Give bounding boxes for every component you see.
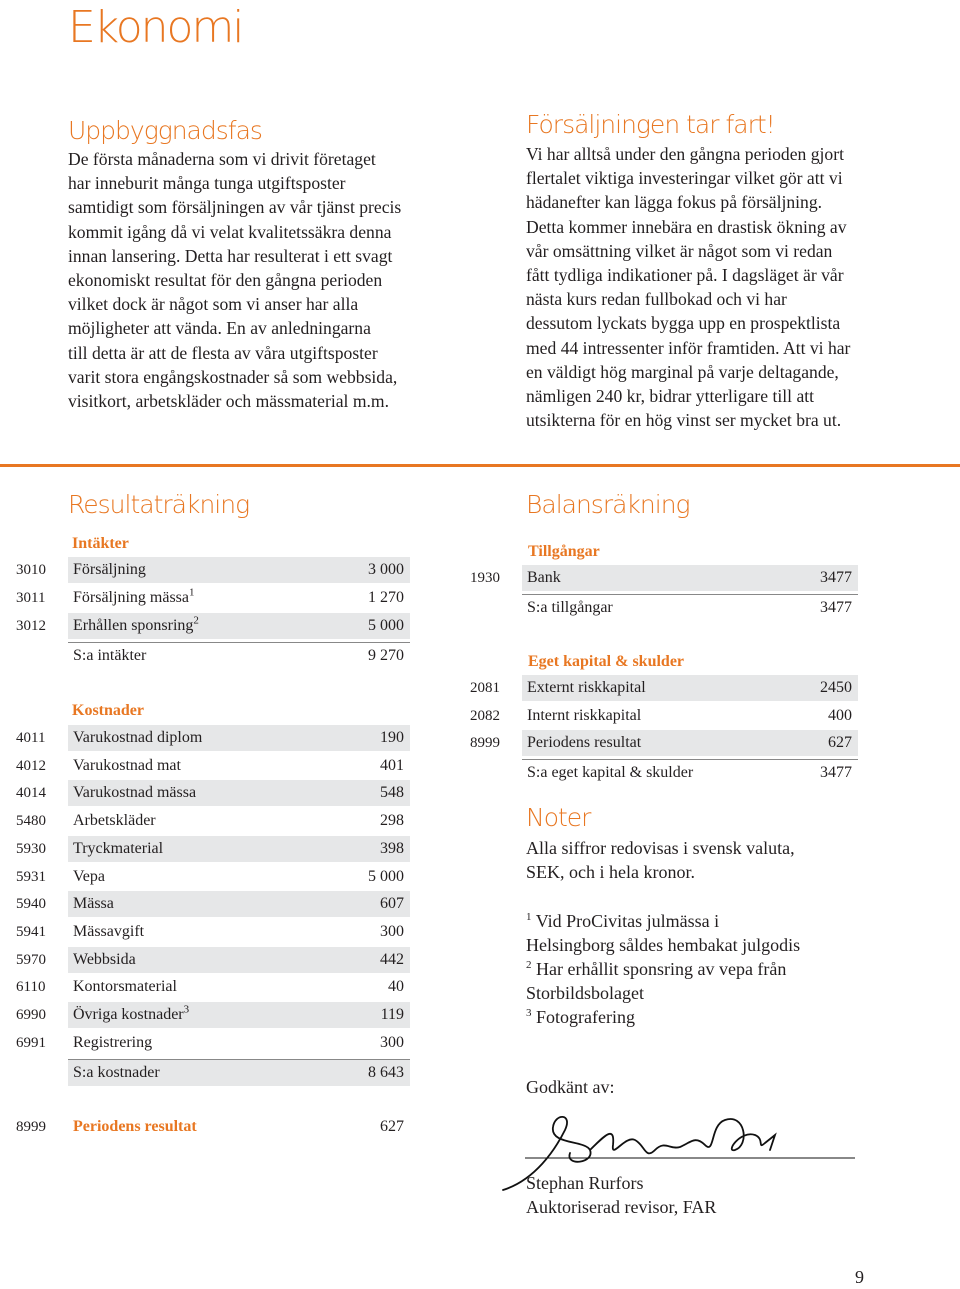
sales-line: hädanefter kan lägga fokus på försäljning. <box>526 192 823 213</box>
approver-info <box>526 1171 716 1219</box>
row-value: 400 <box>828 706 852 724</box>
notes-intro <box>526 836 795 884</box>
account-number: 2082 <box>470 707 500 724</box>
equity-sum-row <box>470 759 858 785</box>
footnote-2 <box>526 957 800 981</box>
build-phase-line: möjligheter att vända. En av anledningarna <box>68 318 371 339</box>
account-number: 3010 <box>16 562 46 578</box>
asset-sum-row <box>470 594 858 620</box>
approval-label: Godkänt av: <box>526 1077 615 1097</box>
row-value: 5 000 <box>368 617 404 634</box>
build-phase-line: har inneburit många tunga utgiftsposter <box>68 173 346 194</box>
row-value: 3 000 <box>368 561 404 578</box>
footnote-number: 2 <box>526 959 532 971</box>
asset-row <box>470 565 858 591</box>
account-number: 5970 <box>16 951 46 968</box>
row-value: 40 <box>388 978 404 996</box>
build-phase-line: kommit igång då vi velat kvalitetssäkra denna <box>68 221 392 242</box>
row-value: 442 <box>380 950 404 968</box>
build-phase-line: till detta är att de flesta av våra utgiftsposter <box>68 342 378 363</box>
page-title: Ekonomi <box>68 2 243 53</box>
row-cell <box>522 565 858 591</box>
row-cell <box>68 1114 410 1140</box>
sales-heading: Försäljningen tar fart! <box>526 110 775 139</box>
sales-line: flertalet viktiga investeringar vilket gör att vi <box>526 168 843 189</box>
row-value: 119 <box>380 1006 404 1023</box>
notes-heading: Noter <box>526 803 591 832</box>
income-row <box>16 613 410 639</box>
row-label: Varukostnad mässa <box>73 784 197 802</box>
row-label: Erhållen sponsring$^2$ <box>73 614 199 634</box>
row-value: 2450 <box>820 679 852 696</box>
sales-line: nästa kurs redan fullbokad och vi har <box>526 289 787 310</box>
row-cell <box>68 1002 410 1028</box>
sales-line: fått tydliga indikationer på. I dagsläget är vår <box>526 265 844 286</box>
sales-line: nämligen 240 kr, bidrar ytterligare till att <box>526 386 815 407</box>
sales-line: utsikterna för en hög vinst ser mycket bra ut. <box>526 410 842 431</box>
row-cell <box>68 919 410 945</box>
row-label: Varukostnad diplom <box>73 729 203 746</box>
row-label: Registrering <box>73 1033 153 1051</box>
row-value: 9 270 <box>368 647 404 664</box>
row-cell <box>522 675 858 701</box>
page-number: 9 <box>855 1267 864 1287</box>
sales-line: med 44 intressenter inför framtiden. Att vi har <box>526 337 851 358</box>
cost-sum-row <box>16 1059 410 1085</box>
row-label: Mässavgift <box>73 922 145 940</box>
row-value: 3477 <box>820 569 852 586</box>
row-cell <box>68 753 410 779</box>
footnote-line: Vid ProCivitas julmässa i <box>535 911 720 931</box>
equity-row <box>470 703 858 729</box>
row-cell <box>68 780 410 806</box>
row-label: Försäljning mässa$^1$ <box>73 586 195 606</box>
row-label: Periodens resultat <box>527 734 642 751</box>
income-statement-heading: Resultaträkning <box>68 490 250 519</box>
account-number: 5941 <box>16 923 46 940</box>
row-label: S:a intäkter <box>73 647 147 664</box>
row-cell <box>68 725 410 751</box>
build-phase-line: ekonomiskt resultat för den gångna perioden <box>68 270 383 291</box>
row-label: Webbsida <box>73 950 136 968</box>
row-cell <box>68 557 410 583</box>
footnote-ref: 3 <box>183 1003 190 1016</box>
row-label: Övriga kostnader$^3$ <box>73 1003 190 1023</box>
build-phase-line: De första månaderna som vi drivit företaget <box>68 149 376 169</box>
assets-label: Tillgångar <box>528 543 600 560</box>
row-cell <box>68 642 410 669</box>
row-label: Periodens resultat <box>73 1118 197 1135</box>
footnote-line: Helsingborg såldes hembakat julgodis <box>526 935 801 955</box>
approver-role: Auktoriserad revisor, FAR <box>526 1197 717 1217</box>
build-phase-text <box>68 147 468 413</box>
account-number: 6110 <box>16 979 46 996</box>
sales-line: dessutom lyckats bygga upp en prospektlista <box>526 313 841 334</box>
row-cell <box>68 947 410 973</box>
income-label: Intäkter <box>72 535 129 552</box>
equity-row <box>470 730 858 756</box>
footnote-number: 3 <box>526 1007 532 1019</box>
account-number: 2081 <box>470 680 500 696</box>
equity-row <box>470 675 858 701</box>
cost-row <box>16 753 410 779</box>
account-number: 5930 <box>16 840 46 857</box>
income-row <box>16 585 410 611</box>
row-cell <box>68 836 410 862</box>
row-value: 5 000 <box>368 867 404 885</box>
footnote-ref: 2 <box>193 614 199 627</box>
build-phase-line: samtidigt som försäljningen av vår tjänst precis <box>68 197 402 218</box>
row-value: 1 270 <box>368 589 404 606</box>
row-cell <box>522 759 858 786</box>
cost-row <box>16 864 410 890</box>
row-cell <box>68 864 410 890</box>
row-label: Internt riskkapital <box>527 706 642 724</box>
account-number: 4012 <box>16 757 46 774</box>
sales-line: en väldigt hög marginal på varje deltagande, <box>526 361 839 382</box>
result-row <box>16 1114 410 1140</box>
row-value: 8 643 <box>368 1064 404 1081</box>
notes-intro-line: SEK, och i hela kronor. <box>526 862 695 882</box>
row-cell <box>522 703 858 729</box>
row-label: Arbetskläder <box>73 812 156 830</box>
cost-row <box>16 919 410 945</box>
sales-line: vår omsättning vilket är något som vi redan <box>526 240 833 261</box>
row-cell <box>522 594 858 621</box>
account-number: 8999 <box>16 1119 46 1135</box>
row-cell <box>522 730 858 756</box>
row-value: 300 <box>380 1033 404 1051</box>
equity-label: Eget kapital & skulder <box>528 653 685 670</box>
row-label: S:a kostnader <box>73 1064 160 1081</box>
row-value: 401 <box>380 756 404 774</box>
build-phase-heading: Uppbyggnadsfas <box>68 116 262 145</box>
row-value: 548 <box>380 784 404 802</box>
footnote-3 <box>526 1005 800 1029</box>
build-phase-line: vilket dock är något som vi anser har alla <box>68 294 359 315</box>
cost-row <box>16 1002 410 1028</box>
sales-line: Vi har alltså under den gångna perioden gjort <box>526 144 844 164</box>
approver-name: Stephan Rurfors <box>526 1173 644 1193</box>
cost-row <box>16 780 410 806</box>
income-sum-row <box>16 642 410 668</box>
row-value: 607 <box>380 895 404 913</box>
account-number: 5931 <box>16 868 46 885</box>
row-label: S:a eget kapital & skulder <box>527 764 694 781</box>
cost-row <box>16 974 410 1000</box>
row-label: Mässa <box>73 895 114 913</box>
row-cell <box>68 974 410 1000</box>
footnote-list <box>526 909 800 1029</box>
income-row <box>16 557 410 583</box>
row-cell <box>68 1030 410 1056</box>
build-phase-line: innan lansering. Detta har resulterat i ett svagt <box>68 245 393 266</box>
cost-row <box>16 836 410 862</box>
row-value: 3477 <box>820 599 852 616</box>
cost-row <box>16 1030 410 1056</box>
footnote-number: 1 <box>526 911 532 923</box>
row-cell <box>68 1059 410 1086</box>
row-label: Försäljning <box>73 561 146 578</box>
section-divider <box>0 464 960 467</box>
account-number: 5480 <box>16 813 46 830</box>
row-cell <box>68 808 410 834</box>
row-cell <box>68 613 410 639</box>
sales-line: Detta kommer innebära en drastisk ökning av <box>526 216 847 237</box>
row-value: 398 <box>380 839 404 857</box>
cost-label: Kostnader <box>72 702 144 719</box>
row-value: 190 <box>380 729 404 746</box>
row-value: 298 <box>380 812 404 830</box>
row-cell <box>68 891 410 917</box>
row-label: Kontorsmaterial <box>73 978 177 996</box>
row-value: 627 <box>380 1118 404 1135</box>
sales-text <box>526 142 946 432</box>
footnote-1 <box>526 909 800 933</box>
row-cell <box>68 585 410 611</box>
footnote-line: Storbildsbolaget <box>526 983 644 1003</box>
cost-row <box>16 725 410 751</box>
account-number: 6991 <box>16 1034 46 1051</box>
row-label: Varukostnad mat <box>73 756 181 774</box>
row-label: Bank <box>527 569 561 586</box>
row-value: 3477 <box>820 764 852 781</box>
footnote-line: Fotografering <box>536 1007 635 1027</box>
account-number: 3012 <box>16 618 46 634</box>
account-number: 5940 <box>16 896 46 913</box>
row-label: Vepa <box>73 867 105 885</box>
row-label: Tryckmaterial <box>73 839 164 857</box>
account-number: 3011 <box>16 590 46 606</box>
row-label: Externt riskkapital <box>527 679 646 696</box>
account-number: 6990 <box>16 1007 46 1023</box>
cost-row <box>16 808 410 834</box>
balance-sheet-heading: Balansräkning <box>526 490 690 519</box>
row-label: S:a tillgångar <box>527 599 613 616</box>
row-value: 300 <box>380 922 404 940</box>
account-number: 4011 <box>16 730 46 746</box>
cost-row <box>16 947 410 973</box>
account-number: 1930 <box>470 570 500 586</box>
footnote-line: Har erhållit sponsring av vepa från <box>536 959 787 979</box>
account-number: 4014 <box>16 785 46 802</box>
build-phase-line: visitkort, arbetskläder och mässmaterial m.m. <box>68 391 390 412</box>
cost-row <box>16 891 410 917</box>
account-number: 8999 <box>470 735 500 751</box>
footnote-ref: 1 <box>189 586 195 599</box>
build-phase-line: varit stora engångskostnader så som webbsida, <box>68 366 398 387</box>
row-value: 627 <box>828 734 852 751</box>
notes-intro-line: Alla siffror redovisas i svensk valuta, <box>526 838 795 858</box>
